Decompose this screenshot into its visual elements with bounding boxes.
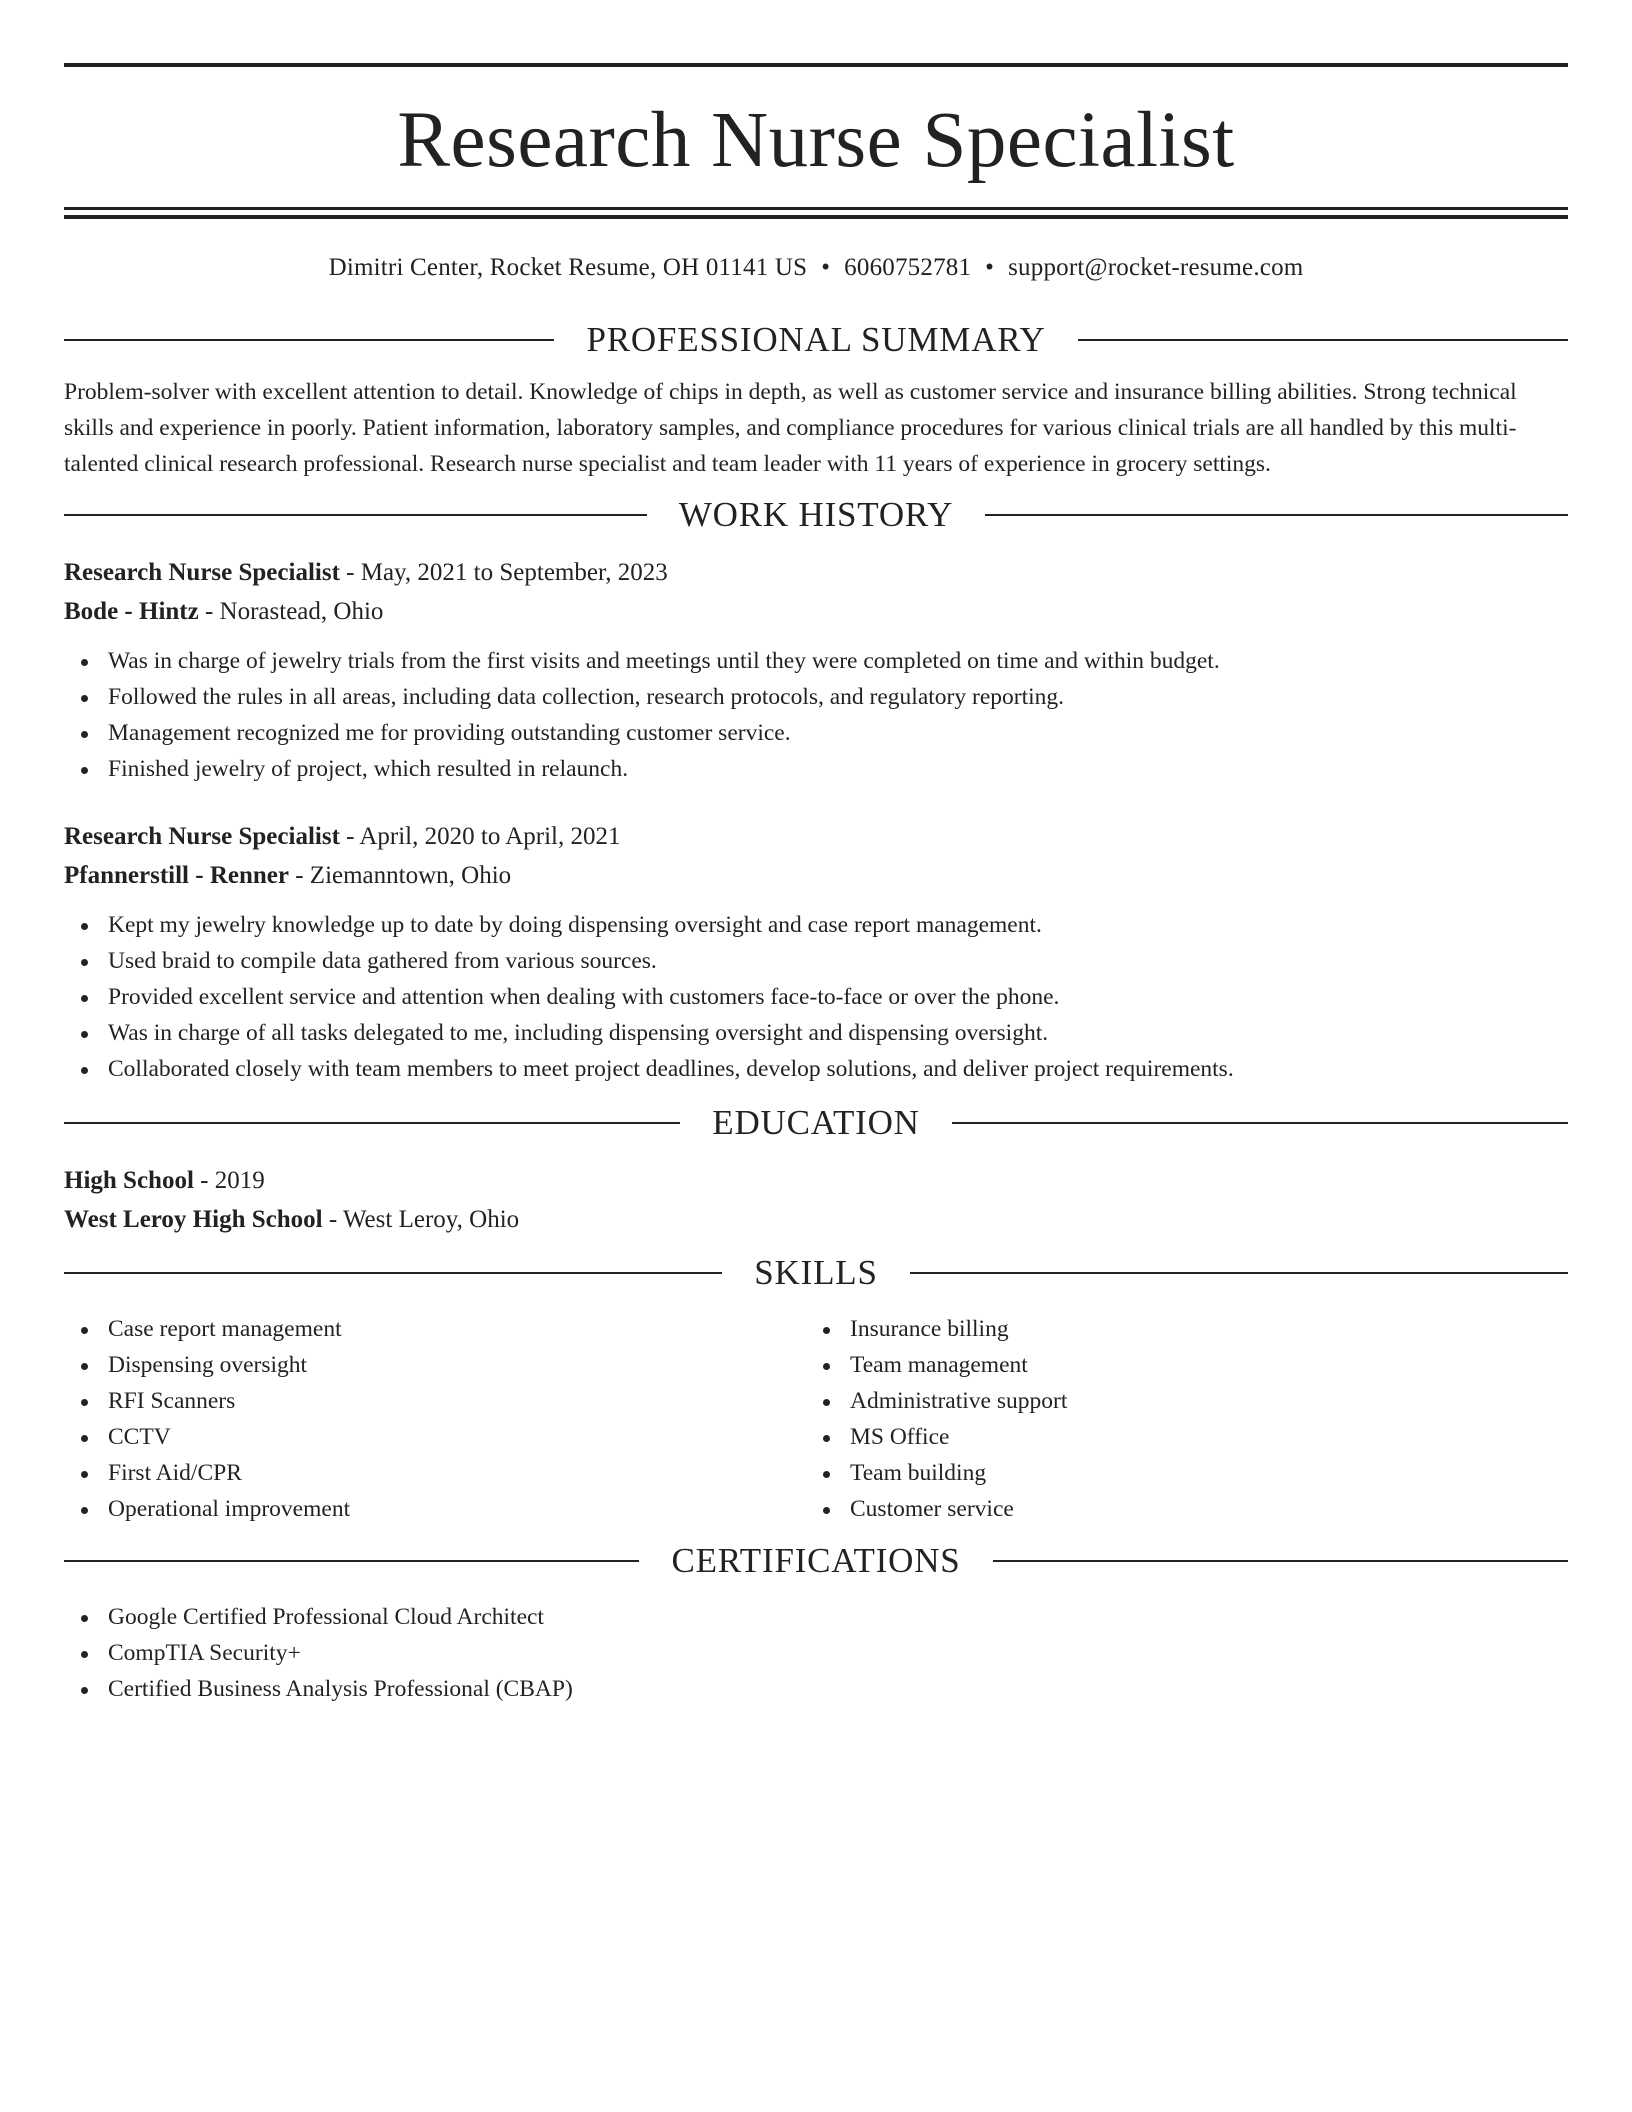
skill-item: RFI Scanners — [64, 1383, 806, 1419]
resume-name: Research Nurse Specialist — [397, 97, 1235, 184]
job-company-line — [64, 592, 1568, 631]
job-location: - Ziemanntown, Ohio — [288, 862, 512, 889]
contact-line — [64, 252, 1568, 284]
skill-item: Dispensing oversight — [64, 1347, 806, 1383]
job-bullet: Used braid to compile data gathered from various sources. — [64, 943, 1568, 979]
job-bullet: Was in charge of all tasks delegated to me, including dispensing oversight and dispensing oversight. — [64, 1015, 1568, 1051]
education-degree-line — [64, 1161, 1568, 1200]
skill-item: Administrative support — [806, 1383, 1548, 1419]
section-rule-left — [64, 1560, 639, 1562]
skill-item: Customer service — [806, 1491, 1548, 1527]
job-bullet: Collaborated closely with team members to meet project deadlines, develop solutions, and deliver project requirements. — [64, 1051, 1568, 1087]
education-school: West Leroy High School — [64, 1206, 323, 1233]
top-rule — [64, 63, 1568, 67]
skill-item: CCTV — [64, 1419, 806, 1455]
section-title-skills: SKILLS — [754, 1253, 878, 1292]
section-header-skills — [64, 1251, 1568, 1295]
skills-grid — [64, 1311, 1568, 1527]
skills-list-right — [806, 1311, 1548, 1527]
certification-item: Google Certified Professional Cloud Architect — [64, 1599, 1568, 1635]
job-bullet: Followed the rules in all areas, including data collection, research protocols, and regulatory reporting. — [64, 679, 1568, 715]
job-title-line — [64, 553, 1568, 592]
education-degree: High School — [64, 1167, 194, 1194]
job-location: - Norastead, Ohio — [198, 598, 384, 625]
contact-separator: • — [985, 254, 995, 281]
name-double-rule — [64, 207, 1568, 219]
certification-item: CompTIA Security+ — [64, 1635, 1568, 1671]
job-bullet: Kept my jewelry knowledge up to date by doing dispensing oversight and case report management. — [64, 907, 1568, 943]
section-title-summary: PROFESSIONAL SUMMARY — [586, 320, 1046, 359]
skill-item: Team building — [806, 1455, 1548, 1491]
skill-item: Case report management — [64, 1311, 806, 1347]
job-bullet: Was in charge of jewelry trials from the first visits and meetings until they were completed on time and within budget. — [64, 643, 1568, 679]
job-dates: - May, 2021 to September, 2023 — [339, 559, 668, 586]
job-company: Pfannerstill - Renner — [64, 862, 289, 889]
contact-email: support@rocket-resume.com — [1008, 254, 1304, 281]
certification-item: Certified Business Analysis Professional (CBAP) — [64, 1671, 1568, 1707]
skill-item: MS Office — [806, 1419, 1548, 1455]
section-rule-right — [993, 1560, 1568, 1562]
contact-phone: 6060752781 — [844, 254, 972, 281]
job-company-line — [64, 856, 1568, 895]
section-rule-right — [1078, 339, 1568, 341]
job-entry — [64, 817, 1568, 1087]
job-entry — [64, 553, 1568, 787]
job-bullets — [64, 643, 1568, 787]
contact-separator: • — [821, 254, 831, 281]
contact-address: Dimitri Center, Rocket Resume, OH 01141 US — [328, 254, 808, 281]
skill-item: Team management — [806, 1347, 1548, 1383]
job-bullet: Management recognized me for providing outstanding customer service. — [64, 715, 1568, 751]
section-header-summary — [64, 318, 1568, 362]
education-location: - West Leroy, Ohio — [322, 1206, 520, 1233]
job-title: Research Nurse Specialist — [64, 559, 340, 586]
section-rule-left — [64, 514, 647, 516]
skills-list-left — [64, 1311, 806, 1527]
job-bullet: Finished jewelry of project, which resulted in relaunch. — [64, 751, 1568, 787]
skill-item: First Aid/CPR — [64, 1455, 806, 1491]
section-rule-left — [64, 1122, 680, 1124]
section-title-work: WORK HISTORY — [678, 495, 954, 534]
section-title-certifications: CERTIFICATIONS — [671, 1541, 961, 1580]
certifications-list — [64, 1599, 1568, 1707]
section-header-work — [64, 493, 1568, 537]
education-entry — [64, 1161, 1568, 1239]
education-school-line — [64, 1200, 1568, 1239]
section-rule-left — [64, 1272, 722, 1274]
section-title-education: EDUCATION — [712, 1103, 920, 1142]
skill-item: Operational improvement — [64, 1491, 806, 1527]
section-header-certifications — [64, 1539, 1568, 1583]
section-rule-right — [985, 514, 1568, 516]
section-header-education — [64, 1101, 1568, 1145]
summary-text: Problem-solver with excellent attention to detail. Knowledge of chips in depth, as well as customer service and insurance billing abilities. Strong technical skills and experience in poorly. Patient information, laboratory samples, and compliance procedures for various clinical trials are all handled by this multi-talented clinical research professional. Research nurse specialist and team leader with 11 years of experience in grocery settings. — [64, 379, 1517, 477]
job-title-line — [64, 817, 1568, 856]
job-bullets — [64, 907, 1568, 1087]
job-title: Research Nurse Specialist — [64, 823, 340, 850]
job-dates: - April, 2020 to April, 2021 — [339, 823, 621, 850]
section-rule-right — [910, 1272, 1568, 1274]
skill-item: Insurance billing — [806, 1311, 1548, 1347]
section-rule-left — [64, 339, 554, 341]
education-year: - 2019 — [193, 1167, 265, 1194]
section-rule-right — [952, 1122, 1568, 1124]
job-bullet: Provided excellent service and attention when dealing with customers face-to-face or over the phone. — [64, 979, 1568, 1015]
job-company: Bode - Hintz — [64, 598, 199, 625]
